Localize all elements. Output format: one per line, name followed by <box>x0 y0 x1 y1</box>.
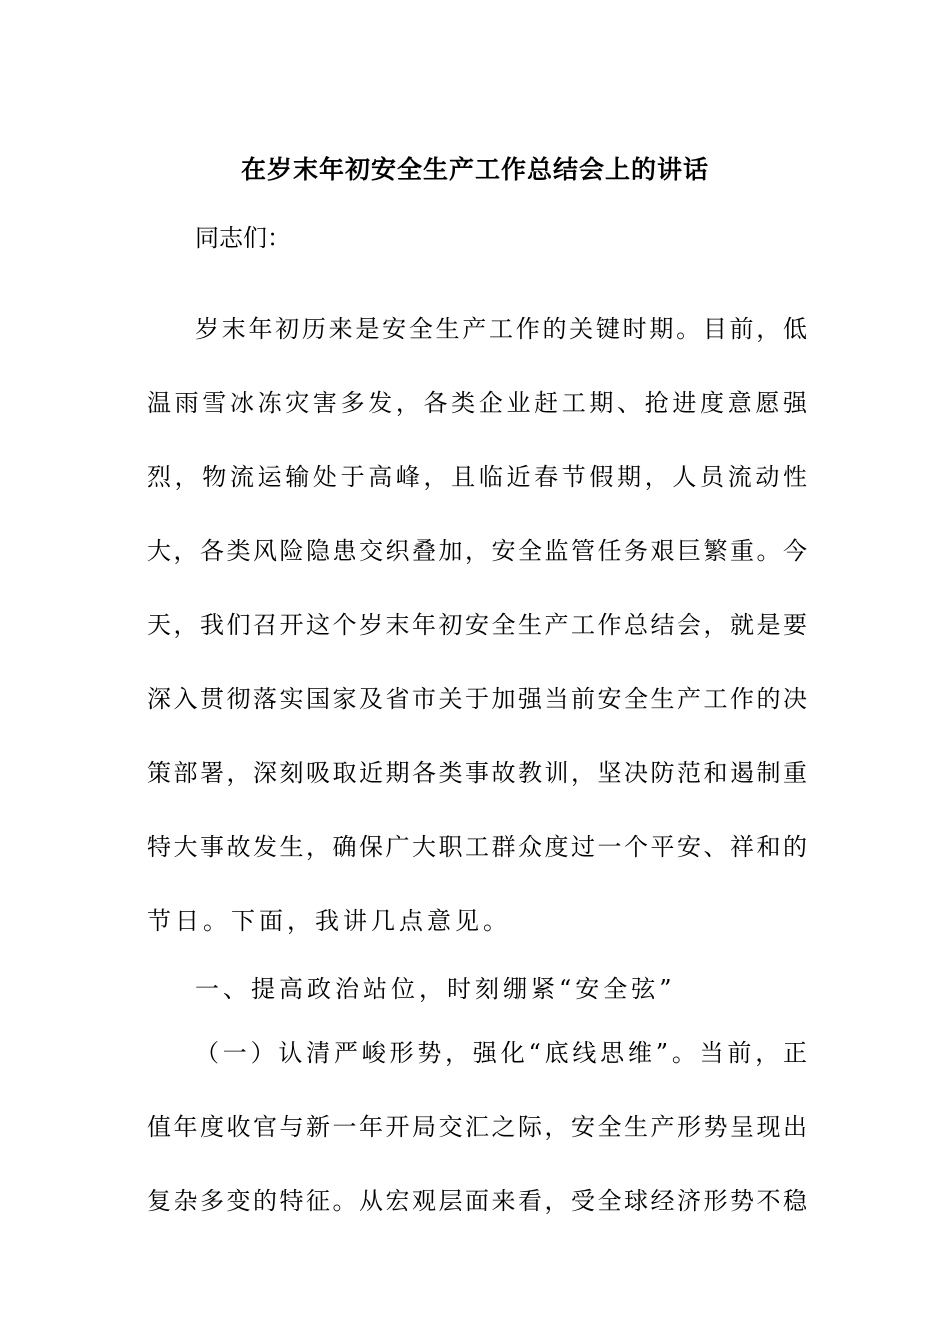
paragraph-line: （一）认清严峻形势，强化“底线思维”。当前，正 <box>195 1039 807 1067</box>
paragraph-line: 天，我们召开这个岁末年初安全生产工作总结会，就是要 <box>147 611 807 639</box>
paragraph-line: 节日。下面，我讲几点意见。 <box>147 907 511 935</box>
paragraph-line: 复杂多变的特征。从宏观层面来看，受全球经济形势不稳 <box>147 1187 807 1215</box>
paragraph-line: 烈，物流运输处于高峰，且临近春节假期，人员流动性 <box>147 463 807 491</box>
paragraph-line: 大，各类风险隐患交织叠加，安全监管任务艰巨繁重。今 <box>147 537 807 565</box>
paragraph-line: 深入贯彻落实国家及省市关于加强当前安全生产工作的决 <box>147 685 807 713</box>
section-heading: 一、提高政治站位，时刻绷紧“安全弦” <box>195 975 676 1003</box>
paragraph-line: 温雨雪冰冻灾害多发，各类企业赶工期、抢进度意愿强 <box>147 389 807 417</box>
greeting: 同志们： <box>195 224 291 252</box>
paragraph-line: 策部署，深刻吸取近期各类事故教训，坚决防范和遏制重 <box>147 759 807 787</box>
paragraph-line: 特大事故发生，确保广大职工群众度过一个平安、祥和的 <box>147 833 807 861</box>
document-title: 在岁末年初安全生产工作总结会上的讲话 <box>240 155 709 184</box>
paragraph-line: 岁末年初历来是安全生产工作的关键时期。目前，低 <box>195 315 807 343</box>
paragraph-line: 值年度收官与新一年开局交汇之际，安全生产形势呈现出 <box>147 1113 807 1141</box>
